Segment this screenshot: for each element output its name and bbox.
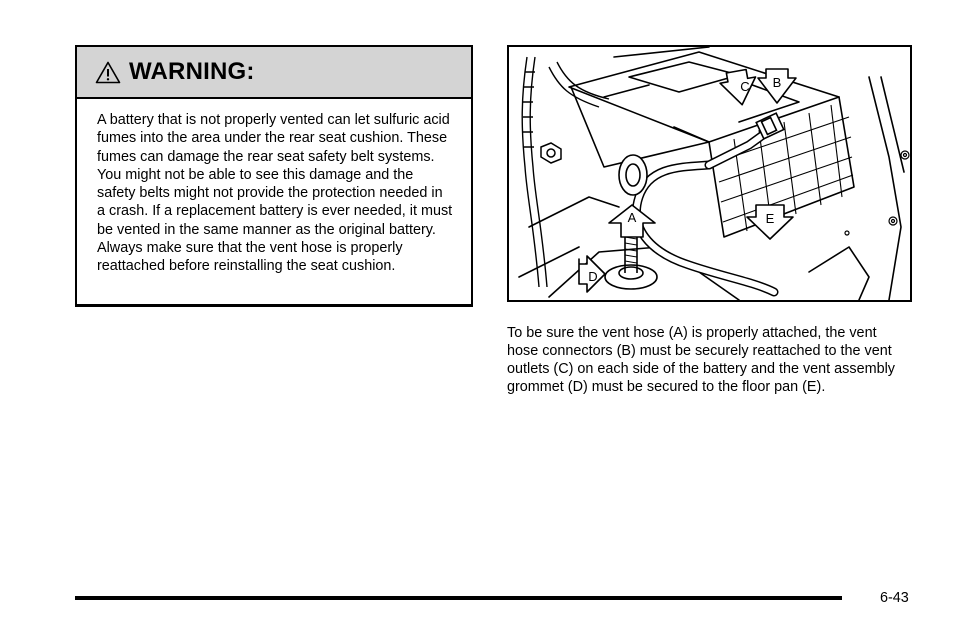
warning-box: [75, 45, 473, 307]
callout-label-a: A: [627, 210, 637, 225]
warning-triangle-icon: [95, 61, 121, 84]
callout-arrow-c: [718, 68, 759, 108]
callout-label-c: C: [740, 79, 750, 94]
page-number: 6-43: [880, 590, 909, 606]
warning-text: A battery that is not properly vented can let sulfuric acid fumes into the area under the rear seat cushion. These fumes can damage the rear seat safety belt systems. You might not be able to see this damage and the safety belts might not provide the protection needed in a crash. If a replacement battery is ever needed, it must be vented in the same manner as the original battery. Always make sure that the vent hose is properly reattached before reinstalling the seat cushion.: [97, 112, 453, 275]
callout-label-e: E: [765, 211, 775, 226]
figure-caption: To be sure the vent hose (A) is properly attached, the vent hose connectors (B) must be securely reattached to the vent outlets (C) on each side of the battery and the vent assembly grommet (D) must be secured to the floor pan (E).: [507, 325, 895, 396]
callout-label-d: D: [588, 269, 598, 284]
callout-label-b: B: [772, 75, 782, 90]
battery-vent-illustration: [507, 45, 912, 302]
footer-rule: [75, 596, 842, 600]
warning-header: [77, 47, 471, 99]
warning-title: WARNING:: [129, 58, 255, 85]
